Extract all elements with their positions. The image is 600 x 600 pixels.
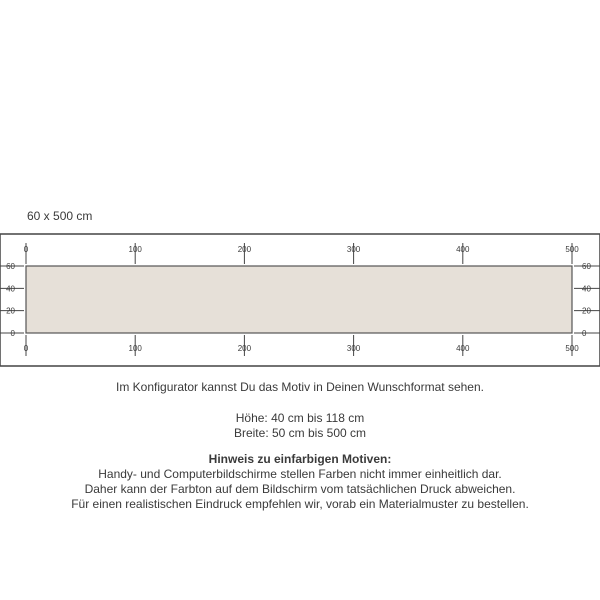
left-ruler (0, 262, 24, 338)
notice-title: Hinweis zu einfarbigen Motiven: (208, 452, 392, 466)
bottom-tick-label: 100 (128, 344, 142, 353)
color-swatch (26, 266, 572, 333)
right-tick-label: 0 (582, 329, 587, 338)
bottom-ruler (24, 335, 579, 356)
notice-line: Daher kann der Farbton auf dem Bildschirm vom tatsächlichen Druck abweichen. (84, 482, 516, 496)
bottom-tick-label: 500 (565, 344, 579, 353)
top-ruler (24, 243, 579, 264)
right-tick-label: 60 (582, 262, 591, 271)
notice-line: Handy- und Computerbildschirme stellen Farben nicht immer einheitlich dar. (98, 467, 502, 481)
height-range: Höhe: 40 cm bis 118 cm (235, 411, 365, 425)
left-tick-label: 60 (6, 262, 15, 271)
right-tick-label: 40 (582, 284, 591, 294)
top-tick-label: 300 (346, 245, 361, 254)
top-tick-label: 100 (128, 245, 142, 254)
bottom-tick-label: 400 (456, 344, 470, 353)
size-label: 60 x 500 cm (27, 209, 93, 223)
left-tick-label: 20 (6, 306, 15, 316)
width-range: Breite: 50 cm bis 500 cm (233, 426, 367, 440)
top-tick-label: 400 (456, 245, 470, 254)
configurator-intro: Im Konfigurator kannst Du das Motiv in Deinen Wunschformat sehen. (116, 380, 484, 394)
top-tick-label: 500 (565, 245, 579, 254)
left-tick-label: 40 (6, 284, 15, 294)
bottom-tick-label: 200 (237, 344, 252, 353)
right-ruler (574, 262, 600, 338)
right-tick-label: 20 (582, 306, 591, 316)
top-tick-label: 200 (237, 245, 252, 254)
bottom-tick-label: 300 (346, 344, 361, 353)
left-tick-label: 0 (10, 329, 15, 338)
notice-line: Für einen realistischen Eindruck empfehlen wir, vorab ein Materialmuster zu bestellen. (71, 497, 529, 511)
bottom-tick-label: 0 (23, 344, 29, 353)
top-tick-label: 0 (23, 245, 29, 254)
